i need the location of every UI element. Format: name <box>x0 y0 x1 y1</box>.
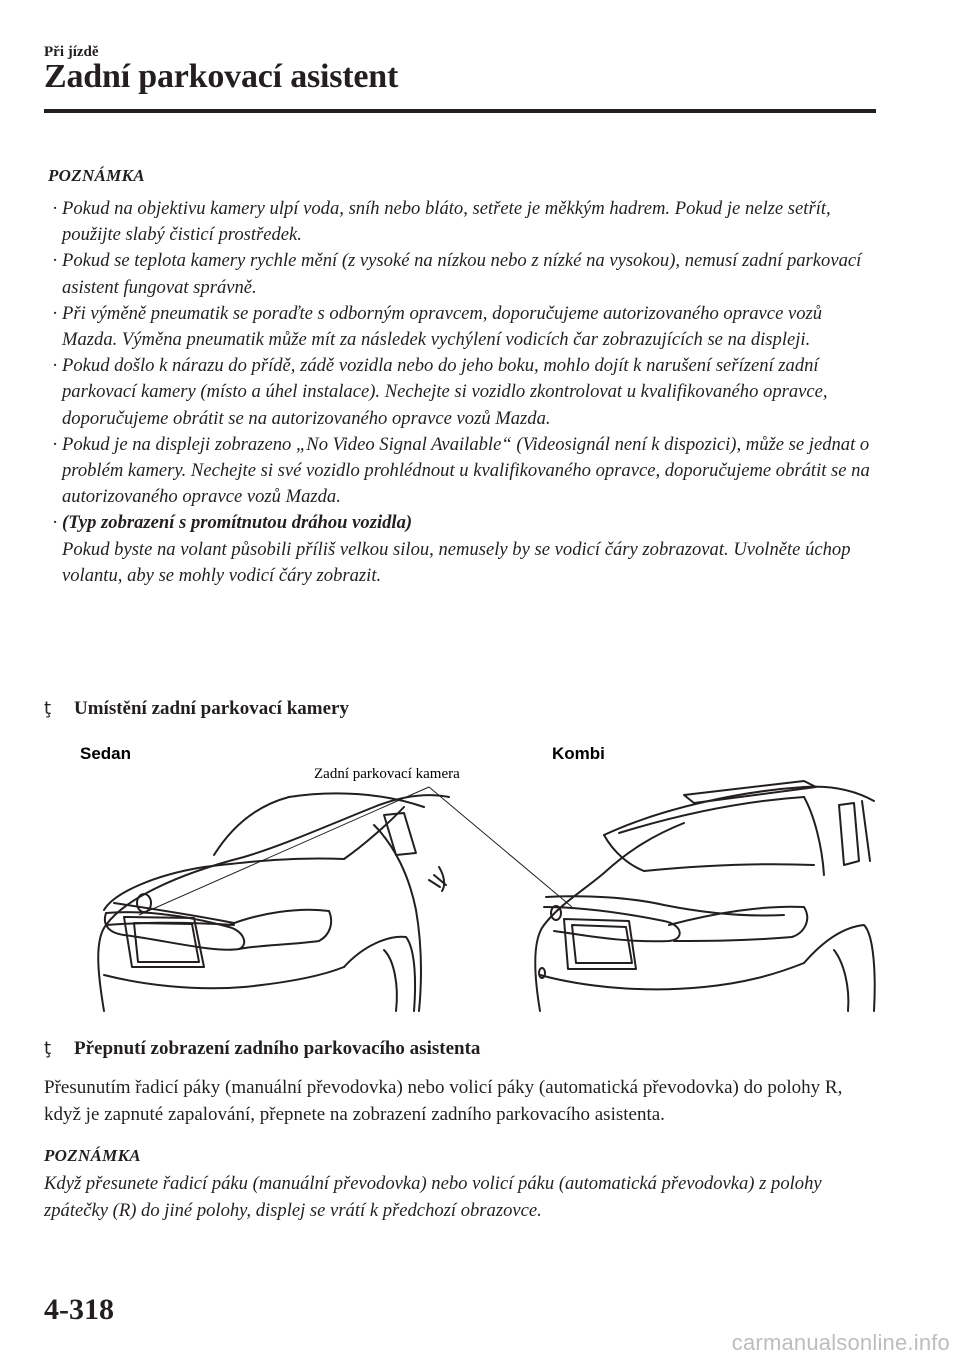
note-item-text: Pokud na objektivu kamery ulpí voda, sníh nebo bláto, setřete je měkkým hadrem. Pokud je nelze setřít, použijte slabý čisticí prostředek. <box>62 198 831 246</box>
section-heading-text: Přepnutí zobrazení zadního parkovacího asistenta <box>74 1038 481 1059</box>
section-label: Při jízdě <box>44 44 99 60</box>
note-item <box>48 353 878 432</box>
page-number: 4-318 <box>44 1293 114 1326</box>
bullet-icon: · <box>52 250 59 272</box>
camera-location-figure <box>44 735 876 1020</box>
note-list <box>48 196 878 589</box>
bullet-icon: · <box>52 355 59 377</box>
body-paragraph: Přesunutím řadicí páky (manuální převodovka) nebo volicí páky (automatická převodovka) do polohy R, když je zapnuté zapalování, přepnete na zobrazení zadního parkovacího asistenta. <box>44 1077 843 1125</box>
bullet-icon: · <box>52 433 59 455</box>
kombi-car-icon <box>535 781 874 1011</box>
note-heading: POZNÁMKA <box>44 1146 141 1165</box>
note-paragraph: Když přesunete řadicí páku (manuální převodovka) nebo volicí páku (automatická převodovka) z polohy zpátečky (R) do jiné polohy, displej se vrátí k předchozí obrazovce. <box>44 1173 822 1221</box>
figure-label-sedan: Sedan <box>80 744 132 763</box>
section-heading-switch-display <box>44 1038 480 1060</box>
section-marker-icon: ţ <box>44 698 52 719</box>
section-heading-text: Umístění zadní parkovací kamery <box>74 698 349 719</box>
section-heading-camera-location <box>44 698 349 720</box>
note-item <box>48 301 878 353</box>
note-item <box>48 196 878 248</box>
bullet-icon: · <box>52 512 59 534</box>
note-heading: POZNÁMKA <box>48 166 145 185</box>
note-item <box>48 248 878 300</box>
page-title: Zadní parkovací asistent <box>44 58 399 95</box>
section-marker-icon: ţ <box>44 1038 52 1059</box>
note-item-text: Pokud byste na volant působili příliš velkou silou, nemusely by se vodicí čáry zobrazovat. Uvolněte úchop volantu, aby se mohly vodicí čáry zobrazit. <box>62 538 851 586</box>
watermark: carmanualsonline.info <box>731 1330 950 1355</box>
note-item-text: Pokud je na displeji zobrazeno „No Video Signal Available“ (Videosignál není k dispozici), může se jednat o problém kamery. Nechejte si své vozidlo prohlédnout u kvalifikovaného opravce, doporučujeme obrátit se na autorizovaného opravce vozů Mazda. <box>62 433 870 508</box>
car-illustration <box>44 735 876 1020</box>
bullet-icon: · <box>52 198 59 219</box>
note-item-bold: (Typ zobrazení s promítnutou dráhou vozidla) <box>62 512 413 534</box>
sedan-car-icon <box>98 793 449 1011</box>
note-item <box>48 432 878 511</box>
note-item-text: Při výměně pneumatik se poraďte s odborným opravcem, doporučujeme autorizovaného opravce vozů Mazda. Výměna pneumatik může mít za následek vychýlení vodicích čar zobrazujících se na displeji. <box>62 302 823 351</box>
note-item-text: Pokud došlo k nárazu do přídě, zádě vozidla nebo do jeho boku, mohlo dojít k narušení seřízení zadní parkovací kamery (místo a úhel instalace). Nechejte si vozidlo zkontrolovat u kvalifikovaného opravce, doporučujeme obrátit se na autorizovaného opravce vozů Mazda. <box>62 355 828 429</box>
figure-callout: Zadní parkovací kamera <box>314 766 460 782</box>
bullet-icon: · <box>52 302 59 324</box>
figure-label-kombi: Kombi <box>552 744 605 763</box>
title-divider <box>44 109 876 113</box>
note-item-text: Pokud se teplota kamery rychle mění (z vysoké na nízkou nebo z nízké na vysokou), nemusí zadní parkovací asistent fungovat správně. <box>62 250 862 298</box>
note-item <box>48 510 878 589</box>
